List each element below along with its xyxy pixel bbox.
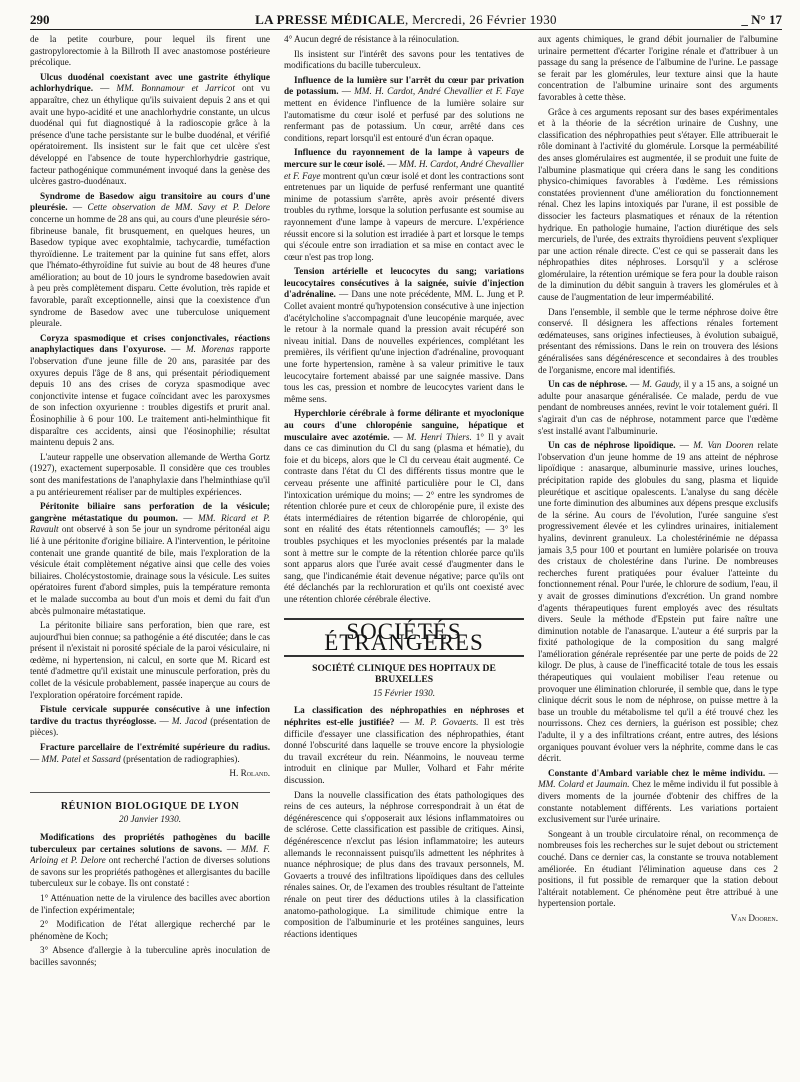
article-text: il y a 15 ans, a soigné un adulte pour anasarque généralisée. Ce malade, perdu de vue pendant de nombreuses années, revint le voir totalement guéri. Il s'agirait d'un cas de néphrose, notamment parce que l'œdème s'est installé avant l'albuminurie. — [538, 379, 778, 436]
article-paragraph — [284, 49, 524, 72]
article-title: La classification des néphropathies en néphroses et néphrites est-elle justifiée? — [284, 705, 524, 728]
article-title: Fistule cervicale suppurée consécutive à une infection tardive du tractus thyréoglosse. — [30, 704, 270, 726]
article-text: 4° Aucun degré de résistance à la réinoculation. — [284, 34, 460, 44]
article-text: rapporte l'observation d'une jeune fille de 20 ans, parasitée par des oxyures depuis l'âge de 8 ans, qui présentait périodiquement depuis 10 ans des crises de coryza spasmodique avec conjonctivite intense et fugace coïncidant avec les paroxysmes de son infection oxyurienne : troubles digestifs et prurit anal. Éosinophilie à 6 pour 100. Le traitement anti-helminthique fit disparaître ces accidents, ainsi que l'éosinophilie; résultat maintenu depuis 2 ans. — [30, 344, 270, 448]
article-author: M. Morenas — [186, 344, 234, 355]
article-paragraph: Fistule cervicale suppurée consécutive à une infection tardive du tractus thyréoglosse. — M. Jacod (présentation de pièces). — [30, 704, 270, 738]
article-title: Péritonite biliaire sans perforation de la vésicule; gangrène métastatique du poumon. — [30, 501, 270, 523]
article-paragraph — [30, 893, 270, 916]
society-date: 15 Février 1930. — [372, 687, 435, 698]
signature: H. Roland. — [229, 768, 270, 779]
article-paragraph — [538, 107, 778, 304]
article-paragraph: Ulcus duodénal coexistant avec une gastrite éthylique achlorhydrique. — MM. Bonnamour et Jarricot ont vu apparaître, chez un éthylique qu'ils suivaient depuis 2 ans et qui avait une hypo-acidité et une anachlorhydrie constante, un ulcus duodénal qui fut diagnostiqué à la radioscopie grâce à la présence d'une tache persistante sur le bulbe duodénal, et vérifié opératoirement. Ils insistent sur le fait que cet ulcère s'est développé en l'absence de toute hyperchlorhydrie gastrique, facteur pathogénique communément invoqué dans la genèse des ulcères gastro-duodénaux. — [30, 71, 270, 187]
article-paragraph: Péritonite biliaire sans perforation de la vésicule; gangrène métastatique du poumon. — MM. Ricard et P. Ravault ont observé à son 5e jour un syndrome péritonéal aigu lié à une péritonite d'origine biliaire. A l'intervention, le péritoine contenait une grande quantité de bile, mais l'exploration de la vésicule était complètement négative ainsi que celle des voies biliaires. Cholécystostomie, drainage sous la vésicule. Les suites opératoires furent d'abord simples, puis la température remonta et le malade succomba au bout d'un mois et demi du fait d'un abcès pulmonaire métastatique. — [30, 501, 270, 616]
article-paragraph — [538, 307, 778, 377]
article-paragraph — [30, 34, 270, 69]
article-paragraph — [30, 945, 270, 968]
article-paragraph: Un cas de néphrose. — M. Gaudy, il y a 15 ans, a soigné un adulte pour anasarque généralisée. Ce malade, perdu de vue pendant de nombreuses années, revint le voir totalement guéri. Il s'agirait d'un cas de néphrose, notamment parce que l'œdème s'est installé avant l'albuminurie. — [538, 379, 778, 436]
article-text: L'auteur rappelle une observation allemande de Wertha Gortz (1927), exactement superposable. Il considère que ces troubles sont des manifestations de l'anaphylaxie dans l'helminthiase qu'il a pu antérieurement réaliser par de multiples expériences. — [30, 451, 270, 497]
article-paragraph: Coryza spasmodique et crises conjonctivales, réactions anaphylactiques dans l'oxyurose. — M. Morenas rapporte l'observation d'une jeune fille de 20 ans, parasitée par des oxyures depuis l'âge de 8 ans, qui présentait périodiquement depuis 10 ans des crises de coryza spasmodique avec conjonctivite intense et fugace coïncidant avec les paroxysmes de son infection oxyurienne : troubles digestifs et prurit anal. Éosinophilie à 6 pour 100. Le traitement anti-helminthique fit disparaître ces accidents, ainsi que l'éosinophilie; résultat maintenu depuis 2 ans. — [30, 332, 270, 448]
column-2-foreign-articles — [284, 705, 524, 940]
article-paragraph: Hyperchlorie cérébrale à forme délirante et myoclonique au cours d'une chloropénie sanguine, hépatique et musculaire avec azotémie. — M. Henri Thiers. 1° Il y avait dans ce cas diminution du Cl du sang (plasma et hématie), du foie et du biceps, alors que le Cl du cerveau était augmenté. Ce contraste dans l'état du Cl des différents tissus montre que le cerveau présente une affinité particulière pour le Cl, dans l'intoxication urémique du moins; — 2° entre les syndromes de rétention chlorée pure et ceux de chloropénie pure, il existe des états intermédiaires de rétention bigarrée de chloropénie, qui sont en réalité des états rétentionnels camouflés; — 3° les troubles psychiques et les myoclonies présentés par la malade sont à mettre sur le compte de la rétention chlorée parce qu'ils sont apparus alors que l'urée avait cessé d'augmenter dans le sang, que l'indicanémie était devenue négative; parce qu'ils ont été déclanchés par la rechloruration et qu'ils ont coexisté avec une rétention chlorée cérébrale élective. — [284, 408, 524, 604]
article-title: Syndrome de Basedow aigu transitoire au cours d'une pleurésie. — [30, 190, 270, 213]
article-paragraph — [284, 790, 524, 941]
article-text: Ils insistent sur l'intérêt des savons pour les tentatives de modifications du bacille tuberculeux. — [284, 48, 524, 71]
article-text: Dans l'ensemble, il semble que le terme néphrose doive être conservé. Il désignera les affections rénales fortement œdémateuses, sans origines infectieuses, à évolution subaiguë, présentant des rémissions. Dans le rein on trouvera des lésions généralisées sans dégénérescence et secondaires à des troubles de l'organisme, encore mal identifiés. — [538, 306, 778, 375]
article-paragraph: Un cas de néphrose lipoïdique. — M. Van Dooren relate l'observation d'un jeune homme de 19 ans atteint de néphrose lipoïdique : anasarque, albuminurie massive, urines louches, précipitation rapide des globules du sang, plasma et liquide pleurétique et ascitique opalescents. L'analyse du sang décèle une forte diminution des albumines aux dépens presque exclusifs de la sérine. Au cours de l'évolution, l'urée sanguine s'est progressivement élevée et les cylindres urinaires, initialement hyalins, devinrent granuleux. La cholestérinémie ne dépassa jamais 3,5 pour 100 et pourtant en lumière polarisée on trouva des cristaux de cholestérine dans l'urine. De nombreuses recherches furent pratiquées pour évaluer l'atteinte du fonctionnement rénal. Pour l'urée, le chlorure de sodium, l'eau, il y avait de grosses diminutions d'excrétion. Un grand nombre d'agents thérapeutiques furent employés avec des résultats divers. Seule la méthode d'Epstein put faire naître une diminution notable de l'anasarque. L'auteur a été surpris par la fixité pathologique de la composition du sang malgré l'amélioration générale représentée par une perte de poids de 22 kilogr. De plus, à cause de l'inefficacité totale de tous les essais thérapeutiques qui voulaient mobiliser l'eau retenue ou provoquer une élimination chlorurée, il semble que, dans le type clinique décrit sous le nom de néphrose, on puisse mettre à la base un trouble du métabolisme tel qu'il a été trouvé chez les nourrissons. Chez ces derniers, la guérison est possible; chez l'adulte, il y a des infiltrations créant, entre autres, des lésions organiques pouvant évoluer vers la néphrite, comme dans le cas décrit. — [538, 440, 778, 764]
running-title — [120, 12, 692, 28]
article-author: MM. Ricard et P. Ravault — [30, 512, 270, 535]
journal-name: LA PRESSE MÉDICALE — [255, 12, 406, 27]
article-text: (présentation de pièces). — [30, 715, 270, 738]
article-text: Dans la nouvelle classification des états pathologiques des reins de ces auteurs, la néphrose correspondrait à un état de dégénérescence qui s'opposerait aux lésions inflammatoires ou de sclérose. Cette classification est passible de critiques. Ainsi, dégénérescence n'exclut pas lésion inflammatoire; les auteurs allemands le reconnaissent puisqu'ils admettent les néphrites à nuance néphrosique; de plus dans des travaux personnels, M. Govaerts a trouvé des infiltrations lipoïdiques dans des cellules rénales saines. Or, de l'examen des troubles résultant de l'atteinte rénale on peut tirer des déductions utiles à la classification anatomo-pathologique. La similitude chimique entre la composition de l'albuminurie et les protéines sanguines, leurs réactions identiques — [284, 789, 524, 939]
section-banner: SOCIÉTÉS ÉTRANGÈRES — [284, 618, 524, 657]
article-paragraph: Influence de la lumière sur l'arrêt du cœur par privation de potassium. — MM. H. Cardot, André Chevallier et F. Faye mettent en évidence l'influence de la lumière solaire sur l'automatisme du cœur isolé et perfusé par des solutions ne renfermant pas de potassium. Un cœur, arrêté dans ces conditions, repart lorsqu'il est entouré d'un écran opaque. — [284, 74, 524, 143]
article-author: MM. Bonnamour et Jarricot — [116, 83, 235, 94]
article-text: 1° Atténuation nette de la virulence des bacilles avec abortion de l'infection expérimentale; — [30, 892, 270, 915]
issue-date: , Mercredi, 26 Février 1930 — [405, 12, 557, 27]
column-1-articles — [30, 34, 270, 765]
article-author: MM. F. Arloing et P. Delore — [30, 843, 270, 866]
article-author: MM. Colard et Jaumain. — [538, 779, 630, 790]
column-3 — [538, 34, 778, 1070]
article-title: Influence du rayonnement de la lampe à vapeurs de mercure sur le cœur isolé. — [284, 147, 524, 169]
text-columns — [30, 34, 782, 1070]
article-title: Fracture parcellaire de l'extrémité supérieure du radius. — [40, 742, 270, 753]
article-author: MM. H. Cardot, André Chevallier et F. Faye — [354, 86, 524, 97]
article-text: Dans une note précédente, MM. L. Jung et P. Collet avaient montré qu'hypotension consécutive à une injection d'acétylcholine s'accompagnait d'une leucopénie marquée, avec le retour à la normale quand la pression avait récupéré son niveau initial. Dans de nouvelles expériences, complétant les premières, ils vérifient qu'une injection d'adrénaline, provoquant une forte hypertension, ramène à sa valeur primitive le taux leucocytaire fortement abaissé par une saignée massive. Dans tous les cas, pression et nombre de leucocytes varient dans le même sens. — [284, 289, 524, 404]
column-1 — [30, 34, 270, 1070]
article-title: Influence de la lumière sur l'arrêt du cœur par privation de potassium. — [284, 74, 524, 97]
article-author: MM. Patel et Sassard — [41, 753, 121, 764]
article-text: ont vu apparaître, chez un éthylique qu'ils suivaient depuis 2 ans et qui avait une hypo-acidité et une anachlorhydrie constante, un ulcus duodénal qui fut diagnostiqué à la radioscopie grâce à la présence d'une tache persistante sur le bulbe duodénal, et vérifié opératoirement. Ils insistent sur le fait que cet ulcère s'est développé en l'absence de toute hyperchlorhydrie gastrique, facteur pathogénique communément invoqué dans la genèse des ulcères gastro-duodénaux. — [30, 83, 270, 187]
article-text: (présentation de radiographies). — [123, 753, 240, 764]
article-paragraph: Syndrome de Basedow aigu transitoire au cours d'une pleurésie. — Cette observation de MM. Savy et P. Delore concerne un homme de 28 ans qui, au cours d'une pleurésie séro-fibrineuse banale, fit brusquement, en quelques heures, un Basedow typique avec exophtalmie, tachycardie, tuméfaction thyroïdienne. Le traitement par la quinine fut sans effet, alors que l'hémato-éthyroïdine fut suivie au bout de 48 heures d'une amélioration; au bout de 10 jours le syndrome basedowien avait à peu près complètement disparu. Cette évolution, très rapide et favorable, paraît exceptionnelle, ainsi que la coexistence d'un syndrome de Basedow avec une tuberculose uniquement pleurale. — [30, 190, 270, 329]
column-3-articles — [538, 34, 778, 910]
article-text: aux agents chimiques, le grand débit journalier de l'albumine urinaire permettent d'écarter l'origine rénale et d'attribuer à un passage du sang la présence de l'albumine de l'urine. Le passage se ferait par les glomérules, leur texture ainsi que la haute concentration de l'albumine urinaire sont des arguments favorables à cette thèse. — [538, 34, 778, 102]
article-paragraph — [538, 34, 778, 104]
article-title: Constante d'Ambard variable chez le même individu. — [548, 767, 766, 778]
article-paragraph: Influence du rayonnement de la lampe à vapeurs de mercure sur le cœur isolé. — MM. H. Cardot, André Chevallier et F. Faye montrent qu'un cœur isolé et dont les contractions sont entretenues par un liquide de perfusé renfermant une quantité minime de potassium s'arrête, après avoir présenté divers troubles du rythme, lorsque la solution perfusante est soumise au rayonnement d'une lampe à vapeurs de mercure. L'expérience réussit encore si la solution est irradiée à part et lorsque le temps qui s'écoule entre son irradiation et sa mise en contact avec le cœur n'est pas trop long. — [284, 147, 524, 262]
signature: Van Dooren. — [730, 912, 778, 923]
article-text: ont recherché l'action de diverses solutions de savons sur les propriétés pathogènes et allergisantes du bacille tuberculeux sur le cobaye. Ils ont constaté : — [30, 855, 270, 889]
article-paragraph: Modifications des propriétés pathogènes du bacille tuberculeux par certaines solutions de savons. — MM. F. Arloing et P. Delore ont recherché l'action de diverses solutions de savons sur les propriétés pathogènes et allergisantes du bacille tuberculeux sur le cobaye. Ils ont constaté : — [30, 832, 270, 889]
article-text: de la petite courbure, pour lequel ils firent une gastropylorectomie à la Billroth II avec anastomose postérieure précolique. — [30, 34, 270, 68]
article-text: Songeant à un trouble circulatoire rénal, on recommença de nombreuses fois les recherches sur le sujet debout ou strictement couché. Dans ce dernier cas, la constante se trouva notablement améliorée. En étudiant l'élimination aqueuse dans ces 2 positions, il fut possible de remarquer que la station debout l'altérait notablement. Ce phénomène peut être attribué à une hypertension portale. — [538, 828, 778, 909]
article-paragraph — [30, 620, 270, 701]
article-paragraph — [30, 452, 270, 498]
article-paragraph — [538, 829, 778, 910]
article-author: M. P. Govaerts. — [414, 717, 479, 728]
article-text: 1° Il y avait dans ce cas diminution du Cl du sang (plasma et hématie), du foie et du biceps, alors que le Cl du cerveau était augmenté. Ce contraste dans l'état du Cl des différents tissus montre que le cerveau présente une affinité particulière pour le Cl, dans l'intoxication urémique du moins; — 2° entre les syndromes de rétention chlorée pure et ceux de chloropénie pure, il existe des états intermédiaires de rétention bigarrée de chloropénie, qui sont en réalité des états rétentionnels camouflés; — 3° les troubles psychiques et les myoclonies présentés par la malade sont à mettre sur le compte de la rétention chlorée parce qu'ils sont apparus alors que l'urée avait cessé d'augmenter dans le sang, que l'indicanémie était devenue négative; parce qu'ils ont été déclanchés par la rechloruration et qu'ils ont coexisté avec une rétention chlorée cérébrale élective. — [284, 431, 524, 604]
article-author: M. Gaudy, — [642, 379, 682, 390]
article-text: mettent en évidence l'influence de la lumière solaire sur l'automatisme du cœur isolé et perfusé par des solutions ne renfermant pas de potassium. Un cœur, arrêté dans ces conditions, repart lorsqu'il est entouré d'un écran opaque. — [284, 97, 524, 143]
section-date: 20 Janvier 1930. — [118, 814, 181, 825]
article-author: Cette observation de MM. Savy et P. Delore — [87, 202, 270, 213]
article-text: relate l'observation d'un jeune homme de 19 ans atteint de néphrose lipoïdique : anasarque, albuminurie massive, urines louches, précipitation rapide des globules du sang, plasma et liquide pleurétique et ascitique opalescents. L'analyse du sang décèle une forte diminution des albumines aux dépens presque exclusifs de la sérine. Au cours de l'évolution, l'urée sanguine s'est progressivement élevée et les cylindres urinaires, initialement hyalins, devinrent granuleux. La cholestérinémie ne dépassa jamais 3,5 pour 100 et pourtant en lumière polarisée on trouva des cristaux de cholestérine dans l'urine. De nombreuses recherches furent pratiquées pour évaluer l'atteinte du fonctionnement rénal. Pour l'urée, le chlorure de sodium, l'eau, il y avait de grosses diminutions d'excrétion. Un grand nombre d'agents thérapeutiques furent employés avec des résultats divers. Seule la méthode d'Epstein put faire naître une diminution notable de l'anasarque. L'auteur a été surpris par la fixité pathologique de la composition du sang malgré l'amélioration générale représentée par une perte de poids de 22 kilogr. De plus, à cause de l'inefficacité totale de tous les essais thérapeutiques qui voulaient mobiliser l'eau retenue ou provoquer une élimination chlorurée, il semble que, dans le type clinique décrit sous le nom de néphrose, on puisse mettre à la base un trouble du métabolisme tel qu'il a été trouvé chez les nourrissons. Chez ces derniers, la guérison est possible; chez l'adulte, il y a des infiltrations créant, entre autres, des lésions organiques pouvant évoluer vers la néphrite, comme dans le cas décrit. — [538, 440, 778, 764]
article-title: Tension artérielle et leucocytes du sang; variations leucocytaires consécutives à la saignée, suivie d'injection d'adrénaline. — [284, 266, 524, 300]
article-text: La péritonite biliaire sans perforation, bien que rare, est aujourd'hui bien connue; sa pathogénie a été discutée; dans le cas présent il n'existait ni porosité spéciale de la paroi vésiculaire, ni œdème, ni hypertension, ni calcul, en sorte que M. Ricard est tenté d'admettre qu'il existait une minuscule perforation, près du collet de la vésicule probablement, passée inaperçue au cours de l'exploration opératoire forcément rapide. — [30, 620, 270, 700]
article-text: 2° Modification de l'état allergique recherché par le phénomène de Koch; — [30, 919, 270, 941]
article-text: concerne un homme de 28 ans qui, au cours d'une pleurésie séro-fibrineuse banale, fit brusquement, en quelques heures, un Basedow typique avec exophtalmie, tachycardie, tuméfaction thyroïdienne. Le traitement par la quinine fut sans effet, alors que l'hémato-éthyroïdine fut suivie au bout de 48 heures d'une amélioration; au bout de 10 jours le syndrome basedowien avait à peu près complètement disparu. Cette évolution, très rapide et favorable, paraît exceptionnelle, ainsi que la coexistence d'un syndrome de Basedow avec une tuberculose uniquement pleurale. — [30, 213, 270, 329]
article-paragraph: Tension artérielle et leucocytes du sang; variations leucocytaires consécutives à la saignée, suivie d'injection d'adrénaline. — Dans une note précédente, MM. L. Jung et P. Collet avaient montré qu'hypotension consécutive à une injection d'acétylcholine s'accompagnait d'une leucopénie marquée, avec le retour à la normale quand la pression avait récupéré son niveau initial. Dans de nouvelles expériences, complétant les premières, ils vérifient qu'une injection d'adrénaline, provoquant une forte hypertension, ramène à sa valeur primitive le taux leucocytaire fortement abaissé par une saignée massive. Dans tous les cas, pression et nombre de leucocytes varient dans le même sens. — [284, 266, 524, 404]
article-text: Il est très difficile d'essayer une classification des néphropathies, étant donné l'obscurité dans laquelle se trouve encore la physiologie du travail excréteur du rein. Néanmoins, le nouveau terme introduit en clinique par Muller, Volhard et Fahr mérite discussion. — [284, 717, 524, 786]
article-text: ont observé à son 5e jour un syndrome péritonéal aigu lié à une péritonite d'origine biliaire. A l'intervention, le péritoine contenait une grande quantité de bile, mais l'exploration de la vésicule était complètement négative ainsi que celle des voies biliaires. Cholécystostomie, drainage sous la vésicule. Les suites opératoires furent d'abord simples, puis la température remonta et le malade succomba au bout d'un mois et demi du fait d'un abcès pulmonaire métastatique. — [30, 524, 270, 616]
section-heading-lyon: RÉUNION BIOLOGIQUE DE LYON — [30, 792, 270, 813]
article-title: Un cas de néphrose. — [548, 379, 628, 390]
article-author: M. Jacod — [171, 715, 207, 726]
issue-number: _ N° 17 — [741, 12, 782, 27]
article-text: Chez le même individu il fut possible à divers moments de la journée d'obtenir des chiffres de la constante notablement différents. Les variations portaient exclusivement sur l'urée urinaire. — [538, 779, 778, 825]
article-paragraph — [30, 919, 270, 942]
society-heading: SOCIÉTÉ CLINIQUE DES HOPITAUX DE BRUXELLES — [312, 662, 496, 686]
page-number: 290 — [30, 12, 50, 27]
article-title: Un cas de néphrose lipoïdique. — [548, 440, 676, 451]
article-paragraph: Fracture parcellaire de l'extrémité supérieure du radius. — MM. Patel et Sassard (présentation de radiographies). — [30, 742, 270, 764]
article-text: 3° Absence d'allergie à la tuberculine après inoculation de bacilles savonnés; — [30, 945, 270, 967]
article-title: Hyperchlorie cérébrale à forme délirante et myoclonique au cours d'une chloropénie sanguine, hépatique et musculaire avec azotémie. — [284, 408, 524, 442]
article-author: M. Van Dooren — [693, 440, 754, 451]
article-author: M. Henri Thiers. — [406, 431, 472, 442]
article-text: montrent qu'un cœur isolé et dont les contractions sont entretenues par un liquide de perfusé renfermant une quantité minime de potassium s'arrête, après avoir présenté divers troubles du rythme, lorsque la solution perfusante est soumise au rayonnement d'une lampe à vapeurs de mercure. L'expérience réussit encore si la solution est irradiée à part et lorsque le temps qui s'écoule entre son irradiation et sa mise en contact avec le cœur n'est pas trop long. — [284, 170, 524, 262]
column-1-lyon-articles — [30, 832, 270, 969]
article-paragraph — [284, 34, 524, 46]
article-title: Modifications des propriétés pathogènes du bacille tuberculeux par certaines solutions de savons. — [30, 832, 270, 854]
page-header — [30, 0, 782, 30]
article-text: Grâce à ces arguments reposant sur des bases expérimentales et à la théorie de la sécrétion urinaire de Cushny, une classification des néphropathies peut s'étayer. Elle attribuerait le rôle dominant à l'activité du glomérule. Lorsque la perméabilité des anses glomérulaires est augmentée, il se produit une fuite de l'albumine plasmatique qui créera dans le sang les conditions physico-chimiques favorables à l'œdème. Les rémissions constatées proviennent d'une amélioration du fonctionnement rénal. Chez les lapins intoxiqués par l'urane, il est possible de dissocier les facteurs plasmatiques et rénaux de la rétention hydrique. En pathologie humaine, l'action diurétique des sels mercuriels, de l'urée, des extraits thyroïdiens peuvent s'expliquer par une action rénale directe. C'est ce qui se passerait dans les néphropathies dites néphroses. Lorsqu'il y a sclérose glomérulaire, la rétention urémique se fera pour la double raison de la diminution du débit sanguin à travers les glomérules et à cause de l'augmentation de leur imperméabilité. — [538, 106, 778, 303]
article-title: Coryza spasmodique et crises conjonctivales, réactions anaphylactiques dans l'oxyurose. — [30, 332, 270, 355]
article-title: Ulcus duodénal coexistant avec une gastrite éthylique achlorhydrique. — [30, 71, 270, 94]
article-author: MM. H. Cardot, André Chevallier et F. Faye — [284, 158, 524, 181]
article-paragraph: La classification des néphropathies en néphroses et néphrites est-elle justifiée? — M. P. Govaerts. Il est très difficile d'essayer une classification des néphropathies, étant donné l'obscurité dans laquelle se trouve encore la physiologie du travail excréteur du rein. Néanmoins, le nouveau terme introduit en clinique par Muller, Volhard et Fahr mérite discussion. — [284, 705, 524, 786]
article-paragraph: Constante d'Ambard variable chez le même individu. — MM. Colard et Jaumain. Chez le même individu il fut possible à divers moments de la journée d'obtenir des chiffres de la constante notablement différents. Les variations portaient exclusivement sur l'urée urinaire. — [538, 767, 778, 825]
column-2 — [284, 34, 524, 1070]
column-2-articles — [284, 34, 524, 606]
